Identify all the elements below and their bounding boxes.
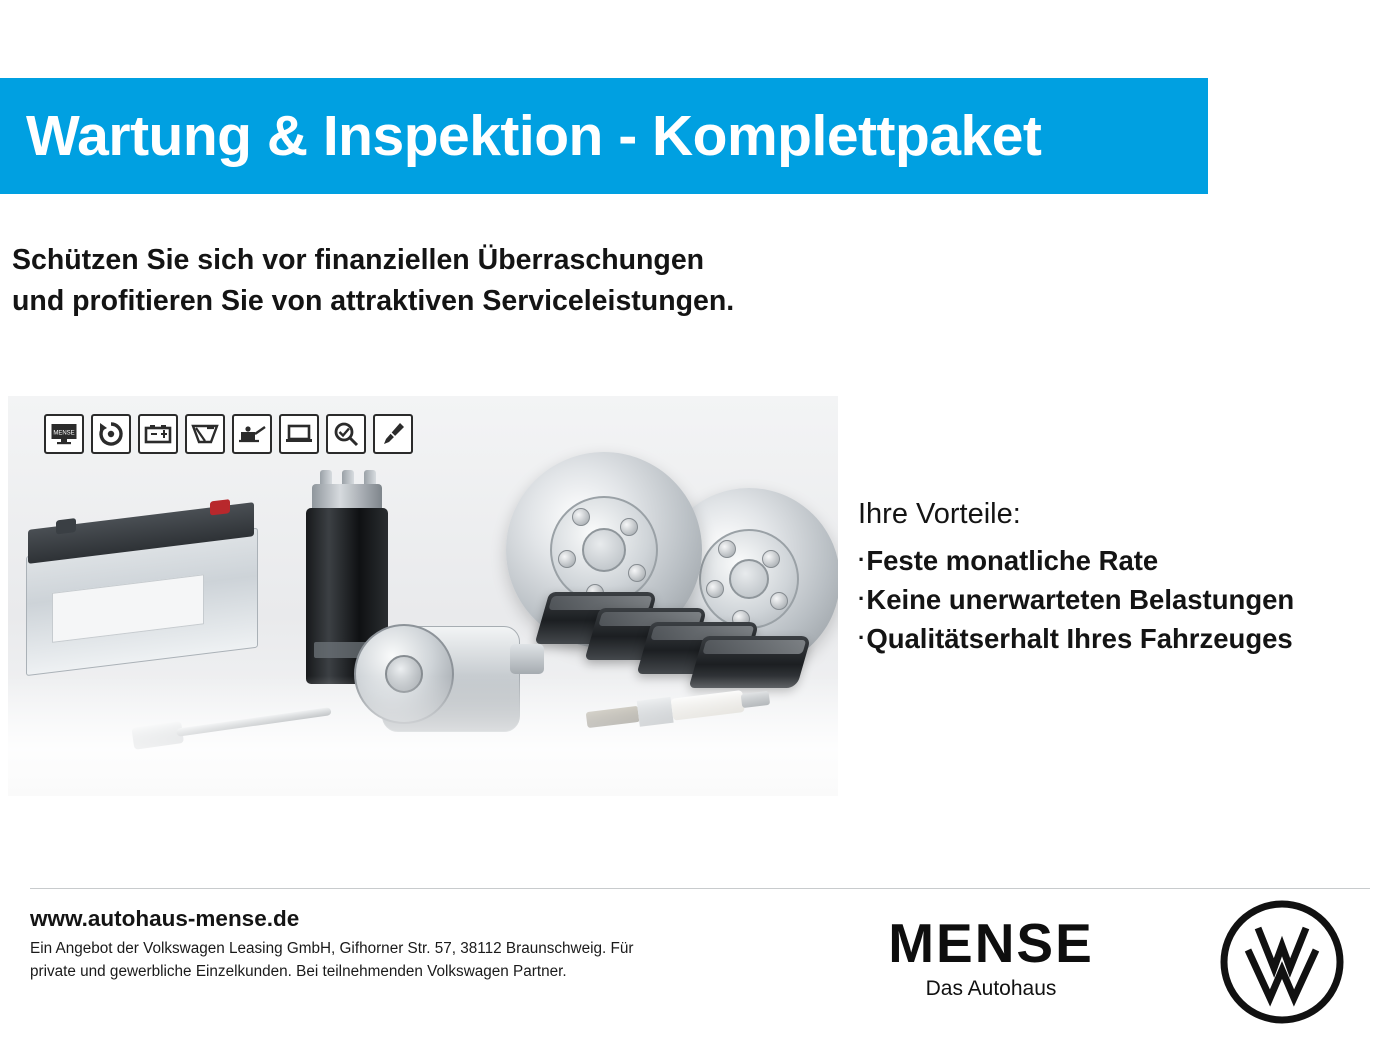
wiper-blades-icon <box>185 414 225 454</box>
benefits-list <box>858 541 1388 658</box>
list-item <box>858 580 1388 619</box>
subheadline <box>12 240 912 323</box>
spark-plug-icon <box>373 414 413 454</box>
benefit-label: Keine unerwarteten Belastungen <box>866 584 1295 616</box>
laptop-diagnostics-icon <box>279 414 319 454</box>
battery-icon <box>138 414 178 454</box>
battery-part <box>26 502 256 680</box>
list-item <box>858 619 1388 658</box>
volkswagen-logo <box>1218 898 1346 1026</box>
subheadline-line-1: Schützen Sie sich vor finanziellen Überraschungen <box>12 244 705 276</box>
dealer-logo <box>836 912 1146 1001</box>
magnifier-check-icon <box>326 414 366 454</box>
dealer-name: MENSE <box>888 912 1094 974</box>
dealer-website-link[interactable]: www.autohaus-mense.de <box>30 906 300 931</box>
legal-line-1: Ein Angebot der Volkswagen Leasing GmbH, Gifhorner Str. 57, 38112 Braunschweig. Für <box>30 940 634 957</box>
benefits-title: Ihre Vorteile: <box>858 498 1021 530</box>
svg-text:MENSE: MENSE <box>53 430 75 437</box>
bullet-icon: · <box>858 625 866 651</box>
bullet-icon: · <box>858 547 866 572</box>
oil-change-icon <box>91 414 131 454</box>
legal-disclaimer <box>30 938 730 984</box>
list-item <box>858 541 1388 580</box>
benefit-label: Qualitätserhalt Ihres Fahrzeuges <box>866 623 1293 655</box>
dealer-tagline: Das Autohaus <box>925 977 1057 1000</box>
subheadline-line-2: und profitieren Sie von attraktiven Serviceleistungen. <box>12 285 735 318</box>
page-title: Wartung & Inspektion - Komplettpaket <box>26 104 1042 168</box>
service-parts-photo <box>8 396 838 796</box>
benefits-block <box>858 498 1388 658</box>
footer-divider <box>30 888 1370 889</box>
inspection-display-icon <box>44 414 84 454</box>
service-icon-strip <box>44 414 413 454</box>
legal-line-2: private und gewerbliche Einzelkunden. Bei teilnehmenden Volkswagen Partner. <box>30 962 567 980</box>
benefit-label: Feste monatliche Rate <box>866 545 1159 576</box>
headline-banner <box>0 78 1208 194</box>
oil-can-icon <box>232 414 272 454</box>
bullet-icon: · <box>858 586 866 612</box>
